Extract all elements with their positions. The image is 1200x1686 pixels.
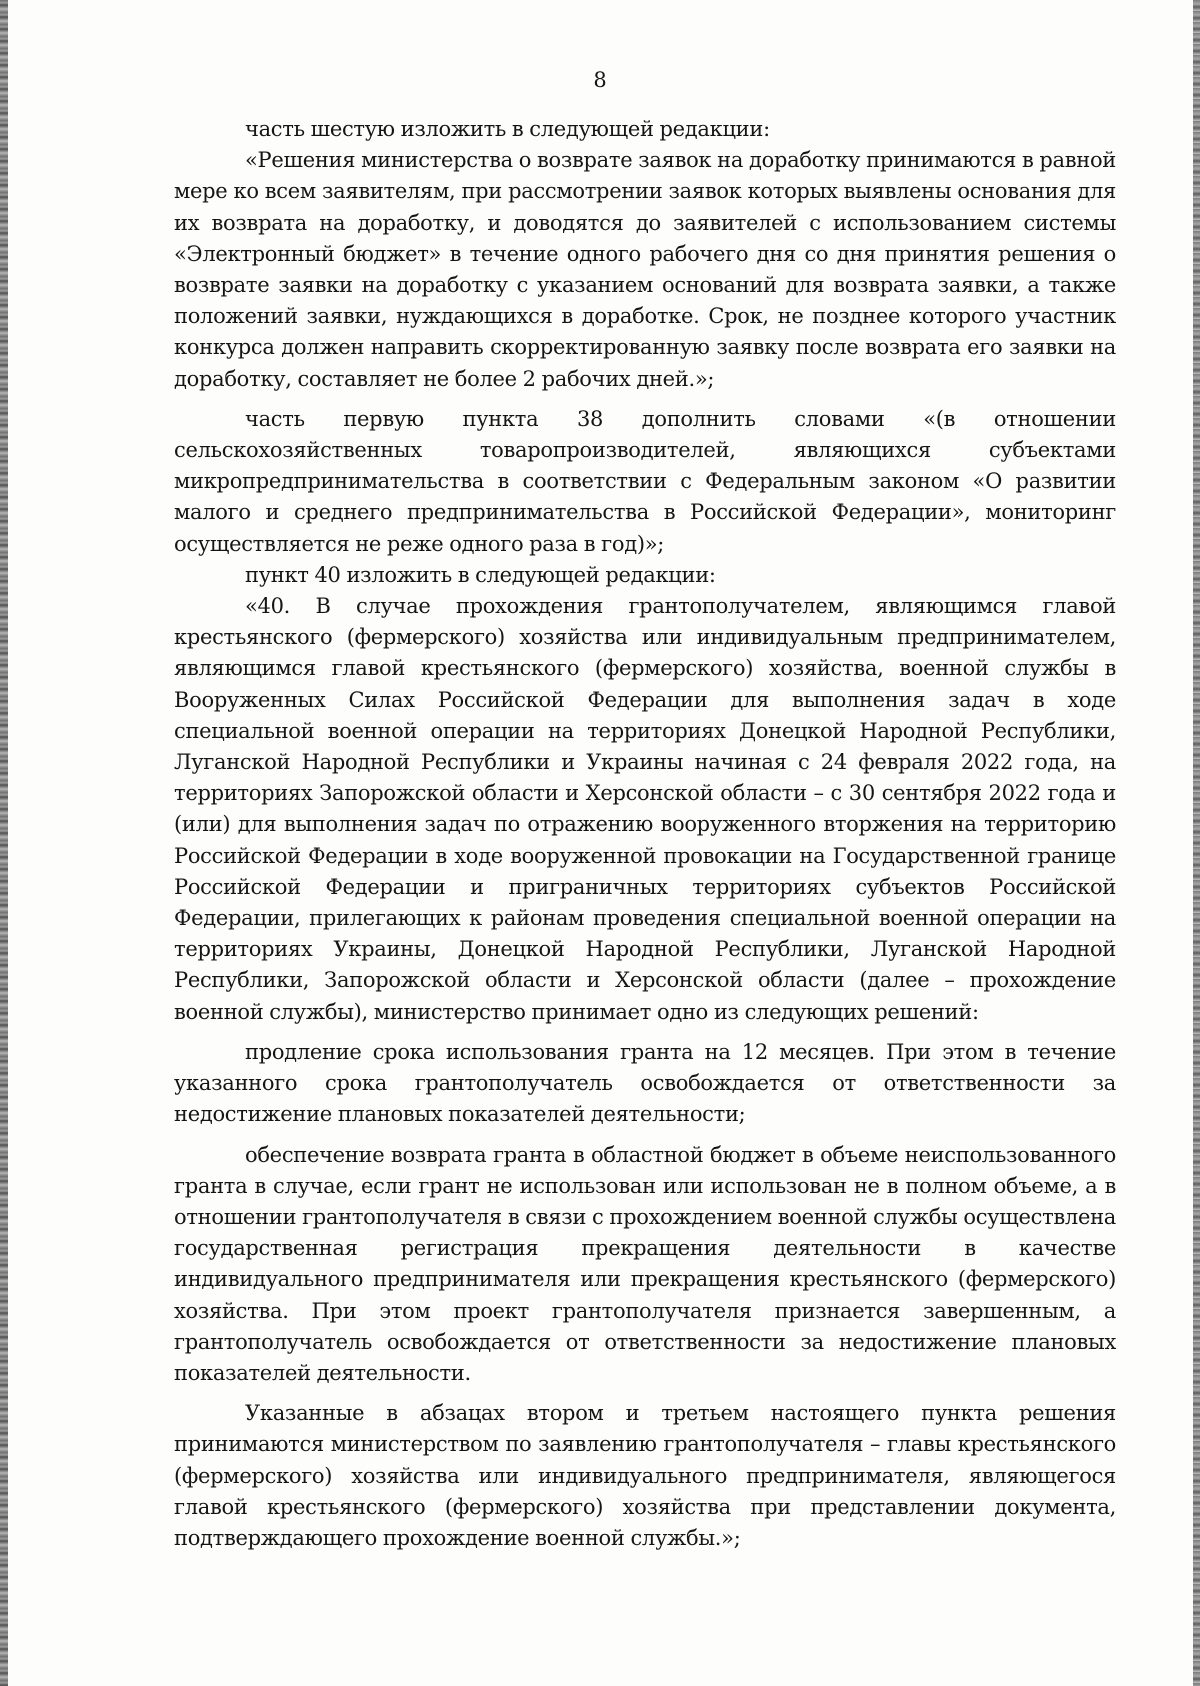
- paragraph-point-38-amendment: часть первую пункта 38 дополнить словами «(в отношении сельскохозяйственных товаропроизводителей, являющихся субъектами микропредпринимательства в соответствии с Федеральным законом «О развитии малого и среднего предпринимательства в Российской Федерации», мониторинг осуществляется не реже одного раза в год)»;: [174, 406, 1116, 556]
- paragraph-point-40-text: «40. В случае прохождения грантополучателем, являющимся главой крестьянского (фермерского) хозяйства или индивидуальным предпринимателем, являющимся главой крестьянского (фермерского) хозяйства, военной службы в Вооруженных Силах Российской Федерации для выполнения задач в ходе специальной военной операции на территориях Донецкой Народной Республики, Луганской Народной Республики и Украины начиная с 24 февраля 2022 года, на территориях Запорожской области и Херсонской области – с 30 сентября 2022 года и (или) для выполнения задач по отражению вооруженного вторжения на территорию Российской Федерации в ходе вооруженной провокации на Государственной границе Российской Федерации и приграничных территориях субъектов Российской Федерации, прилегающих к районам проведения специальной военной операции на территориях Украины, Донецкой Народной Республики, Луганской Народной Республики, Запорожской области и Херсонской области (далее – прохождение военной службы), министерство принимает одно из следующих решений:: [174, 594, 1116, 1024]
- paragraph-extension-option: продление срока использования гранта на 12 месяцев. При этом в течение указанного срока грантополучатель освобождается от ответственности за недостижение плановых показателей деятельности;: [174, 1039, 1116, 1127]
- scan-left-edge: [0, 0, 8, 1686]
- document-body: [174, 114, 1116, 1554]
- paragraph-returns-decision: «Решения министерства о возврате заявок на доработку принимаются в равной мере ко всем заявителям, при рассмотрении заявок которых выявлены основания для их возврата на доработку, и доводятся до заявителей с использованием системы «Электронный бюджет» в течение одного рабочего дня со дня принятия решения о возврате заявки на доработку с указанием оснований для возврата заявки, а также положений заявки, нуждающихся в доработке. Срок, не позднее которого участник конкурса должен направить скорректированную заявку после возврата его заявки на доработку, составляет не более 2 рабочих дней.»;: [174, 148, 1116, 391]
- paragraph-part-six-intro: часть шестую изложить в следующей редакции:: [245, 117, 770, 141]
- paragraph-point-40-intro: пункт 40 изложить в следующей редакции:: [245, 562, 716, 587]
- page-number: 8: [593, 68, 607, 92]
- paragraph-return-option: обеспечение возврата гранта в областной бюджет в объеме неиспользованного гранта в случае, если грант не использован или использован не в полном объеме, а в отношении грантополучателя в связи с прохождением военной службы осуществлена государственная регистрация прекращения деятельности в качестве индивидуального предпринимателя или прекращения крестьянского (фермерского) хозяйства. При этом проект грантополучателя признается завершенным, а грантополучатель освобождается от ответственности за недостижение плановых показателей деятельности.: [174, 1142, 1116, 1385]
- scan-right-edge: [1193, 0, 1200, 1686]
- paragraph-decision-procedure: Указанные в абзацах втором и третьем настоящего пункта решения принимаются министерством по заявлению грантополучателя – главы крестьянского (фермерского) хозяйства или индивидуального предпринимателя, являющегося главой крестьянского (фермерского) хозяйства при представлении документа, подтверждающего прохождение военной службы.»;: [174, 1401, 1116, 1550]
